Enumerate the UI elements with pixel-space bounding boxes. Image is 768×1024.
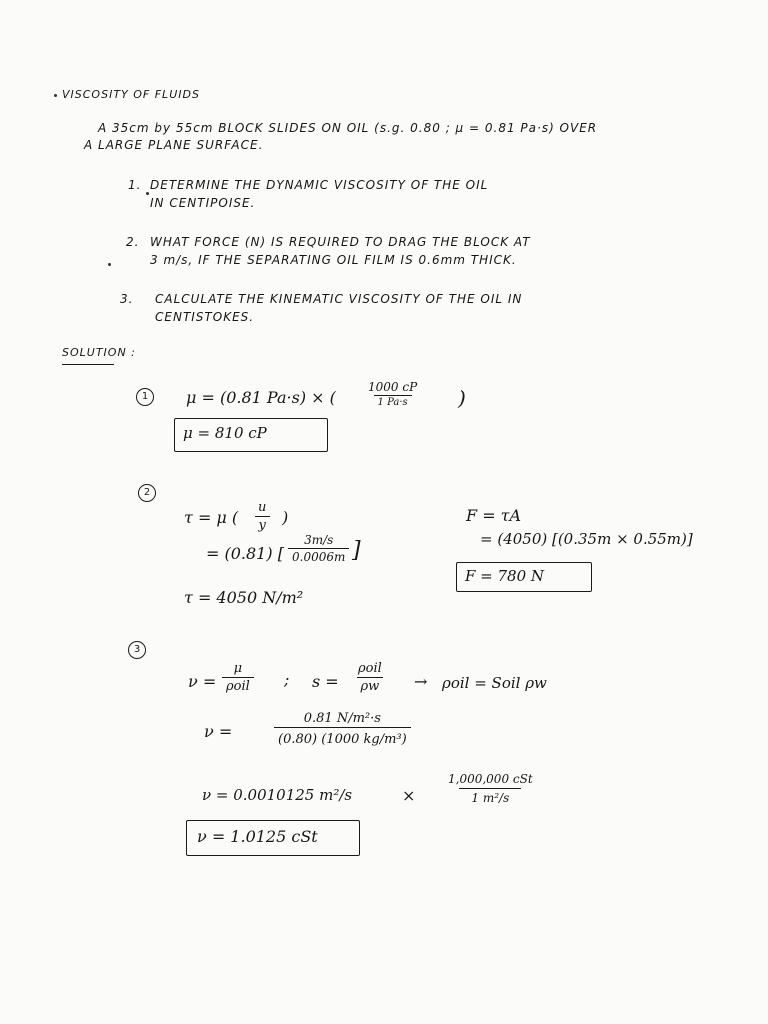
part-1-fraction-numerator: 1000 cP (368, 380, 418, 394)
problem-line-2: A LARGE PLANE SURFACE. (84, 138, 264, 152)
kinematic-viscosity-sub-fraction (274, 711, 411, 747)
part-3-marker: 3 (128, 641, 146, 659)
part-1-conversion-fraction (364, 380, 421, 408)
kinematic-viscosity-numerator: μ (233, 661, 243, 676)
question-2-line-1: WHAT FORCE (N) IS REQUIRED TO DRAG THE BLOCK AT (150, 235, 531, 249)
specific-gravity-fraction (354, 661, 386, 694)
kinematic-viscosity-fraction (222, 661, 254, 694)
part-1-answer-box (174, 418, 328, 452)
shear-stress-substitution: = (0.81) [ (206, 544, 284, 563)
question-1-number: 1. (128, 178, 142, 192)
question-2-line-2: 3 m/s, IF THE SEPARATING OIL FILM IS 0.6mm THICK. (150, 253, 517, 267)
arrow-icon: → (414, 672, 428, 691)
force-answer-box (456, 562, 592, 592)
velocity-gradient-denominator: y (255, 516, 270, 533)
page-mark (54, 94, 57, 97)
kinematic-viscosity-answer: ν = 1.0125 cSt (197, 827, 318, 846)
equation-separator: ; (284, 670, 290, 689)
shear-stress-definition: τ = μ ( (184, 508, 239, 527)
page-title: VISCOSITY OF FLUIDS (62, 88, 200, 101)
problem-line-1: A 35cm by 55cm BLOCK SLIDES ON OIL (s.g. 0.80 ; μ = 0.81 Pa·s) OVER (98, 121, 598, 135)
page-mark (146, 192, 149, 195)
part-1-close-paren: ) (458, 386, 466, 410)
conversion-numerator: 1,000,000 cSt (448, 772, 533, 786)
conversion-denominator: 1 m²/s (459, 788, 521, 805)
kinematic-viscosity-answer-box (186, 820, 360, 856)
specific-gravity-numerator: ρoil (358, 661, 382, 676)
kinematic-viscosity-denominator: ρoil (222, 677, 254, 694)
shear-stress-numerator: 3m/s (304, 533, 334, 547)
question-1-line-2: IN CENTIPOISE. (150, 196, 256, 210)
force-substitution: = (4050) [(0.35m × 0.55m)] (480, 530, 693, 548)
velocity-gradient-numerator: u (258, 500, 267, 515)
specific-gravity-definition: s = (312, 672, 339, 691)
oil-density-relation: ρoil = Soil ρw (442, 674, 547, 692)
shear-stress-denominator: 0.0006m (288, 548, 349, 564)
page-mark (108, 263, 111, 266)
part-1-fraction-denominator: 1 Pa·s (374, 395, 412, 408)
kinematic-viscosity-value: ν = 0.0010125 m²/s (202, 786, 353, 804)
question-2-number: 2. (126, 235, 140, 249)
kinematic-viscosity-substitution: ν = (204, 722, 233, 741)
question-1-line-1: DETERMINE THE DYNAMIC VISCOSITY OF THE OIL (150, 178, 489, 192)
part-2-marker: 2 (138, 484, 156, 502)
shear-stress-close-paren: ) (282, 508, 289, 527)
question-3-line-2: CENTISTOKES. (155, 310, 255, 324)
kinematic-viscosity-definition: ν = (188, 672, 217, 691)
part-1-marker: 1 (136, 388, 154, 406)
part-1-equation: μ = (0.81 Pa·s) × ( (186, 388, 336, 407)
shear-stress-close-bracket: ] (352, 538, 361, 563)
solution-underline (62, 364, 114, 365)
solution-label: SOLUTION : (62, 346, 136, 359)
specific-gravity-denominator: ρw (357, 677, 384, 694)
multiply-sign: × (402, 786, 416, 805)
kinematic-viscosity-sub-denominator: (0.80) (1000 kg/m³) (274, 727, 411, 747)
velocity-gradient-fraction (254, 500, 270, 533)
question-3-number: 3. (120, 292, 134, 306)
force-answer: F = 780 N (465, 567, 545, 585)
centistokes-conversion-fraction (436, 772, 545, 805)
shear-stress-result: τ = 4050 N/m² (184, 588, 304, 607)
question-3-line-1: CALCULATE THE KINEMATIC VISCOSITY OF THE OIL IN (155, 292, 523, 306)
kinematic-viscosity-sub-numerator: 0.81 N/m²·s (303, 711, 381, 726)
part-1-answer: μ = 810 cP (183, 424, 267, 442)
force-definition: F = τA (466, 506, 522, 525)
shear-stress-fraction (288, 533, 349, 564)
